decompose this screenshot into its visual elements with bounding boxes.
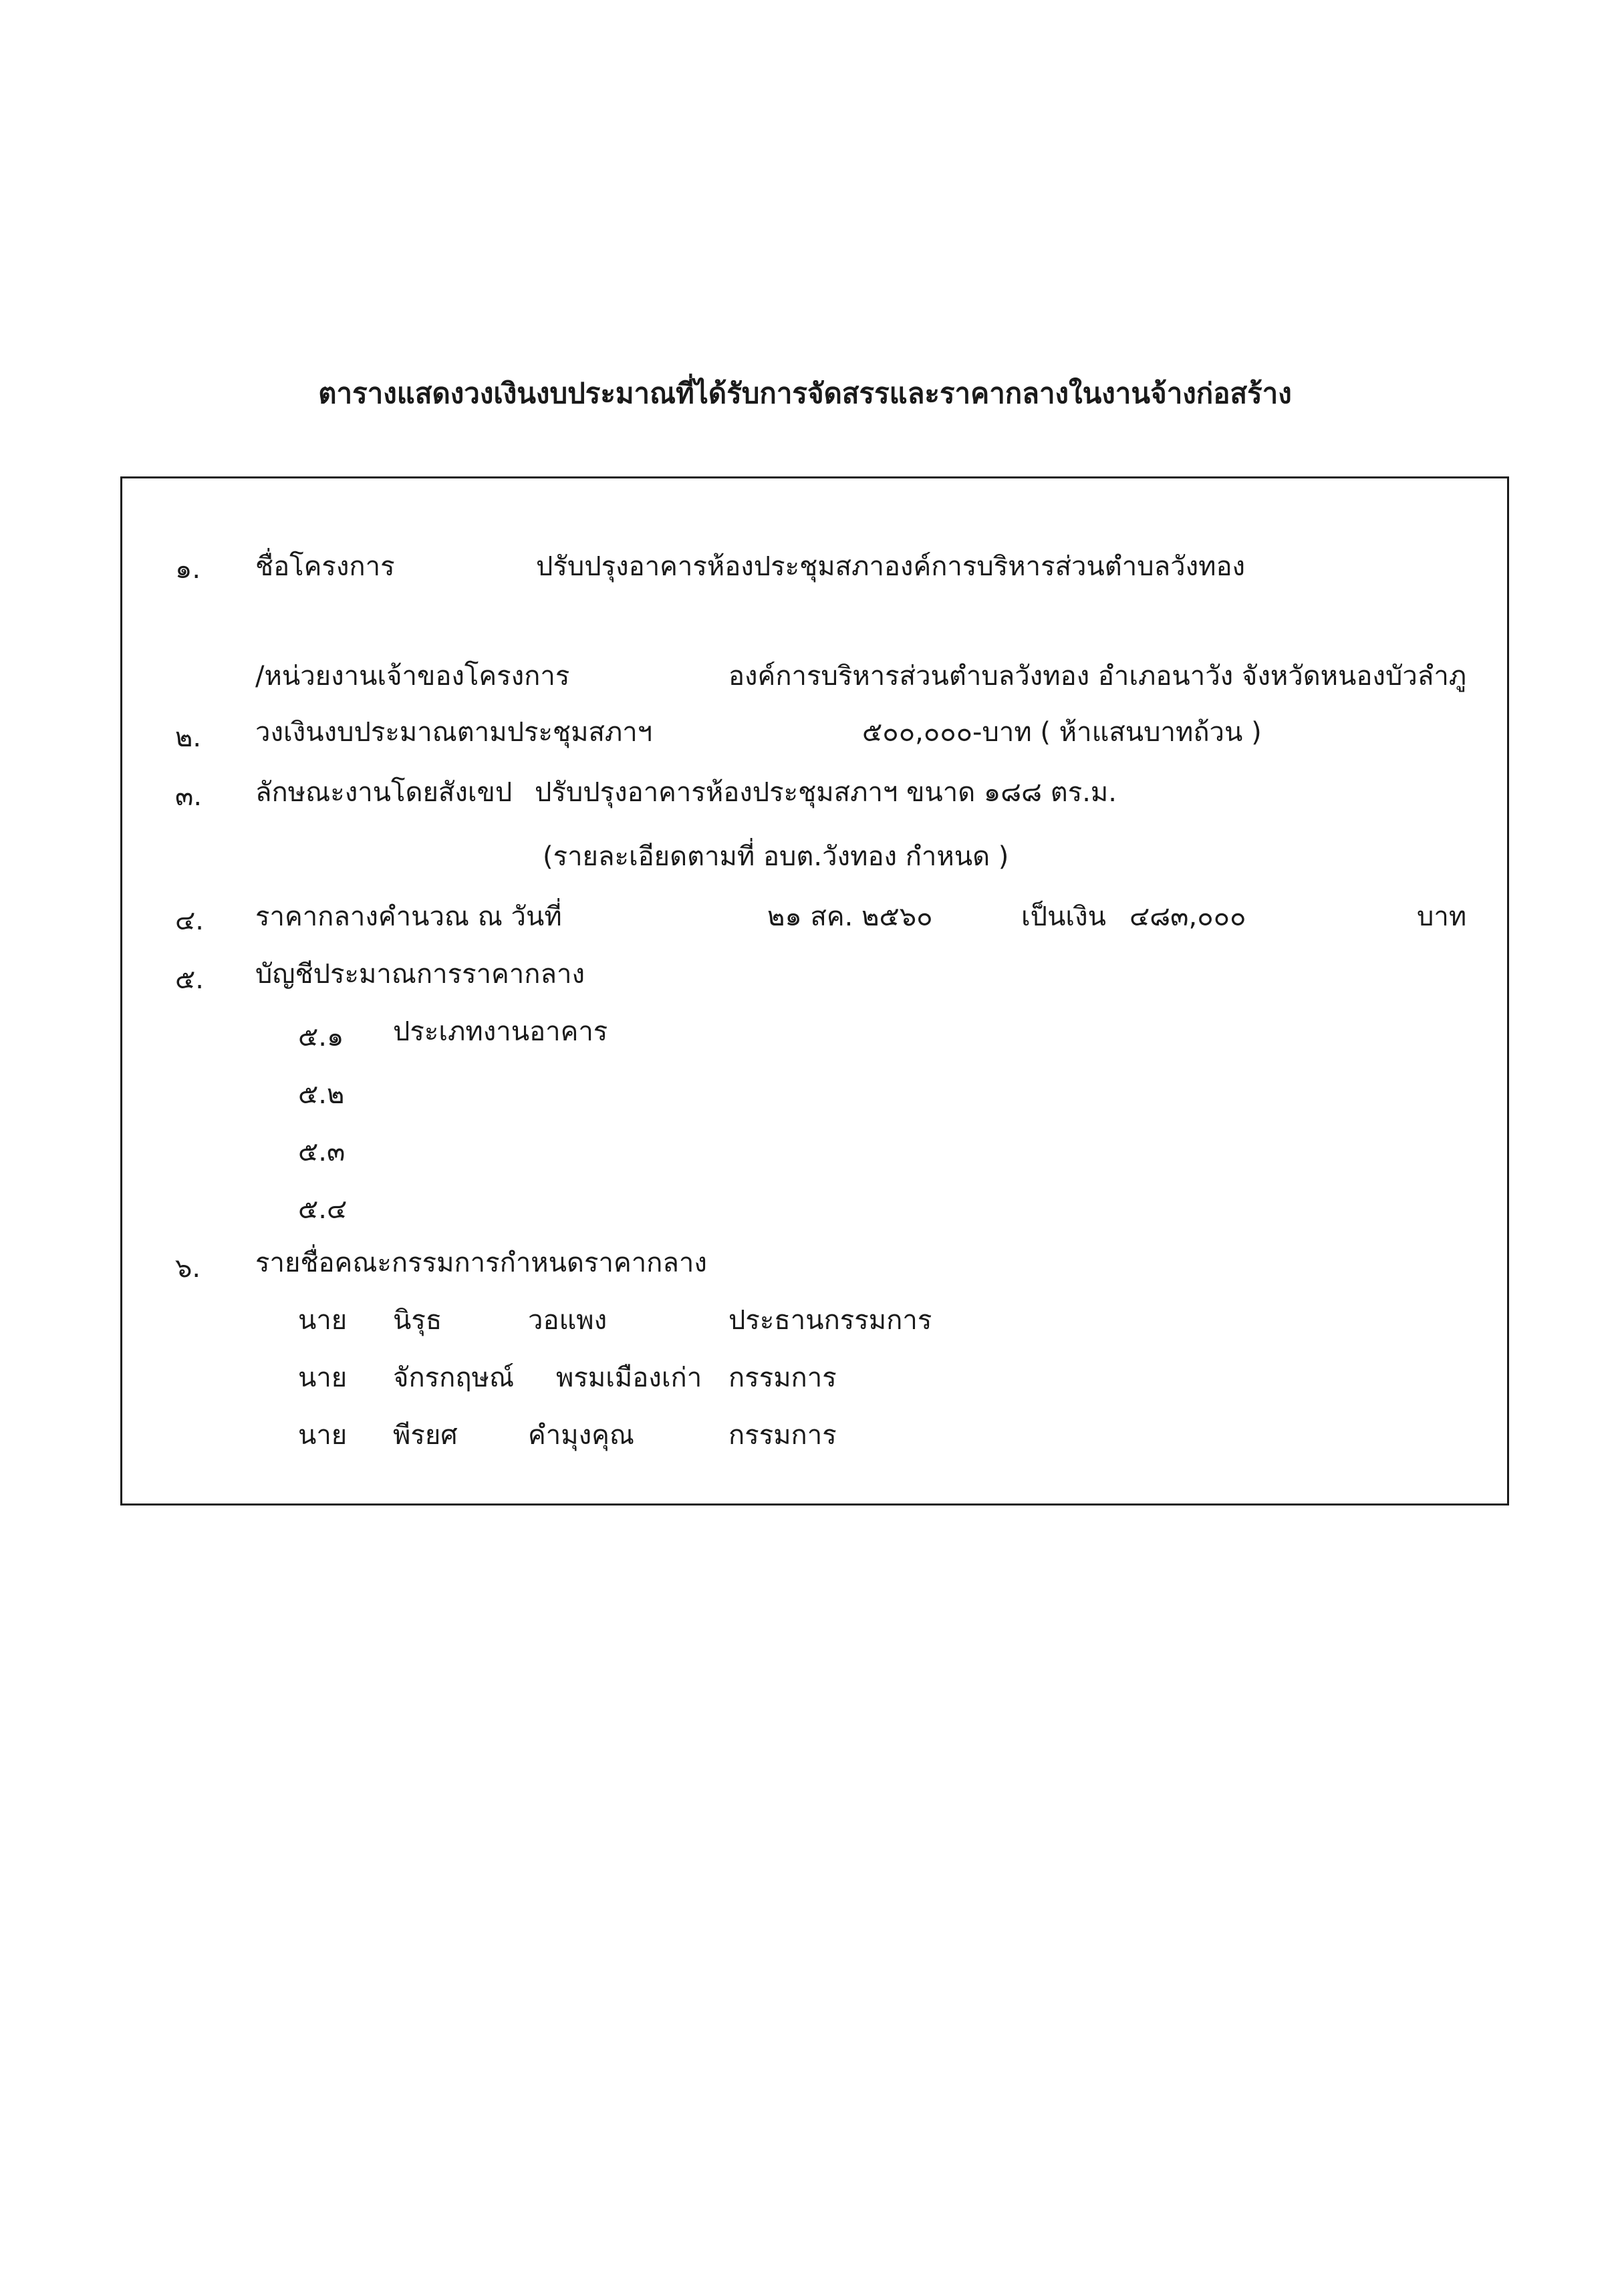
- amount-value: ๔๘๓,๐๐๐: [1129, 901, 1246, 932]
- median-price-label: ราคากลางคำนวณ ณ วันที่: [255, 901, 562, 932]
- project-owner-label: /หน่วยงานเจ้าของโครงการ: [255, 661, 570, 692]
- budget-value: ๕๐๐,๐๐๐-บาท ( ห้าแสนบาทถ้วน ): [862, 717, 1262, 748]
- item5-number: ๕.: [175, 964, 204, 995]
- content-frame: [120, 476, 1509, 1505]
- amount-label: เป็นเงิน: [1021, 901, 1106, 932]
- item2-number: ๒.: [175, 722, 202, 753]
- sub-item-number: ๕.๔: [298, 1194, 348, 1225]
- amount-unit: บาท: [1417, 901, 1467, 932]
- work-summary-value: ปรับปรุงอาคารห้องประชุมสภาฯ ขนาด ๑๘๘ ตร.ม.: [535, 777, 1117, 808]
- item4-number: ๔.: [175, 905, 204, 936]
- document-title: ตารางแสดงวงเงินงบประมาณที่ได้รับการจัดสรรและราคากลางในงานจ้างก่อสร้าง: [318, 377, 1292, 410]
- project-name-value: ปรับปรุงอาคารห้องประชุมสภาองค์การบริหารส่วนตำบลวังทอง: [536, 551, 1246, 582]
- sub-item-number: ๕.๑: [298, 1022, 344, 1052]
- sub-item-number: ๕.๓: [298, 1137, 346, 1167]
- member-role: กรรมการ: [728, 1362, 837, 1393]
- member-title: นาย: [298, 1362, 348, 1393]
- project-name-label: ชื่อโครงการ: [255, 551, 395, 582]
- project-owner-value: องค์การบริหารส่วนตำบลวังทอง อำเภอนาวัง จังหวัดหนองบัวลำภู: [728, 661, 1467, 692]
- member-first-name: พีรยศ: [393, 1420, 458, 1451]
- member-title: นาย: [298, 1305, 348, 1336]
- member-role: กรรมการ: [728, 1420, 837, 1451]
- member-last-name: คำมุงคุณ: [528, 1420, 634, 1451]
- sub-item-number: ๕.๒: [298, 1079, 345, 1110]
- item6-number: ๖.: [175, 1253, 201, 1284]
- member-last-name: วอแพง: [528, 1305, 608, 1336]
- member-role: ประธานกรรมการ: [728, 1305, 932, 1336]
- item3-number: ๓.: [175, 781, 203, 812]
- work-summary-label: ลักษณะงานโดยสังเขป: [255, 777, 513, 808]
- sub-item-text: ประเภทงานอาคาร: [393, 1016, 608, 1047]
- median-price-date: ๒๑ สค. ๒๕๖๐: [767, 901, 933, 932]
- budget-label: วงเงินงบประมาณตามประชุมสภาฯ: [255, 717, 653, 748]
- price-list-label: บัญชีประมาณการราคากลาง: [255, 959, 585, 990]
- item1-number: ๑.: [175, 554, 201, 585]
- member-first-name: จักรกฤษณ์: [393, 1362, 515, 1393]
- committee-label: รายชื่อคณะกรรมการกำหนดราคากลาง: [255, 1248, 707, 1278]
- member-last-name: พรมเมืองเก่า: [556, 1362, 702, 1393]
- work-summary-note: (รายละเอียดตามที่ อบต.วังทอง กำหนด ): [543, 841, 1009, 872]
- member-title: นาย: [298, 1420, 348, 1451]
- member-first-name: นิรุธ: [393, 1305, 442, 1336]
